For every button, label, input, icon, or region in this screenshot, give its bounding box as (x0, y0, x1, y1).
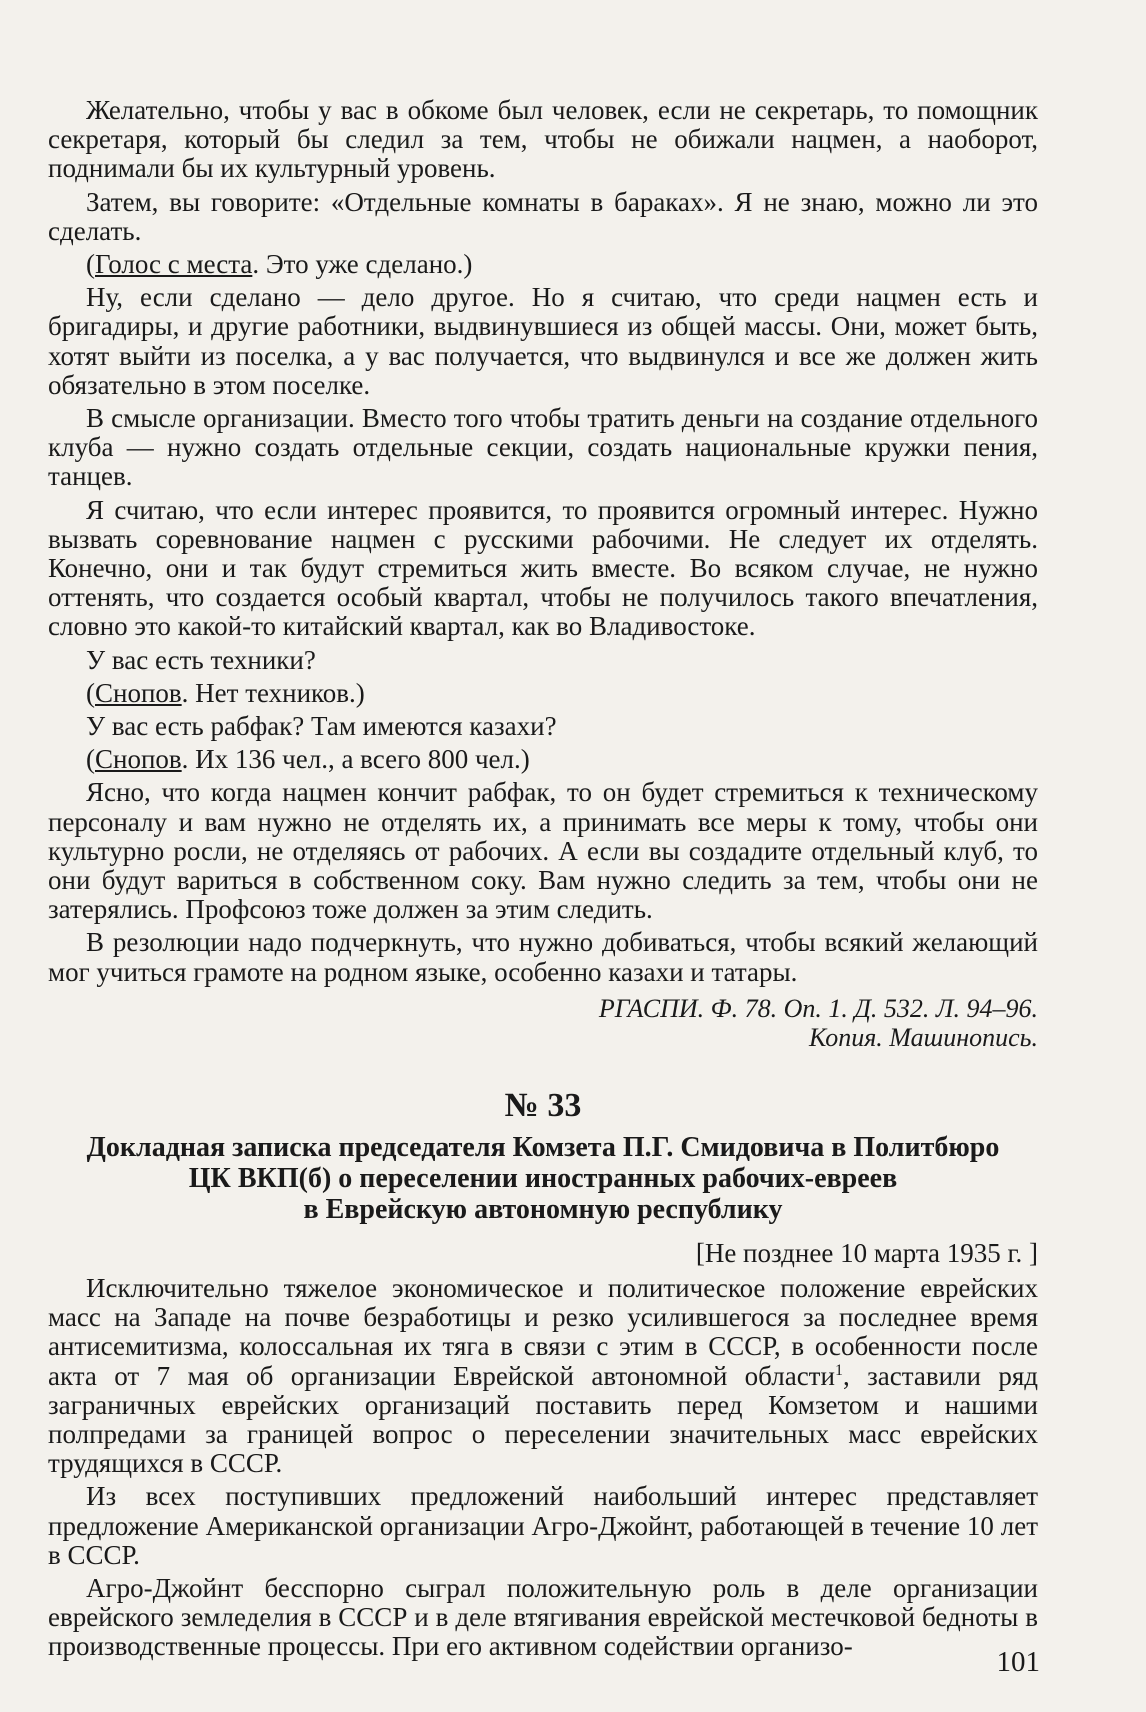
interjection-text: . Это уже сделано.) (252, 249, 473, 280)
interjection: (Снопов. Нет техников.) (86, 677, 365, 708)
title-line: ЦК ВКП(б) о переселении иностранных рабочих-евреев (188, 1162, 898, 1194)
document-date: [Не позднее 10 марта 1935 г. ] (695, 1237, 1038, 1268)
paragraph (48, 1274, 1038, 1478)
paragraph: У вас есть рабфак? Там имеются казахи? (86, 711, 557, 742)
page-content (48, 96, 1038, 1666)
paragraph: В смысле организации. Вместо того чтобы тратить деньги на создание отдельного клуба — нужно создать отдельные секции, создать национальные кружки пения, танцев. (48, 403, 1038, 492)
footnote-ref: 1 (834, 1361, 843, 1379)
paragraph: В резолюции надо подчеркнуть, что нужно добиваться, чтобы всякий желающий мог учиться грамоте на родном языке, особенно казахи и татары. (48, 927, 1038, 987)
paragraph: Желательно, чтобы у вас в обкоме был человек, если не секретарь, то помощник секретаря, который бы следил за тем, чтобы не обижали нацмен, а наоборот, поднимали бы их культурный уровень. (48, 95, 1038, 184)
paragraph: Ну, если сделано — дело другое. Но я считаю, что среди нацмен есть и бригадиры, и другие работники, выдвинувшиеся из общей массы. Они, может быть, хотят выйти из поселка, а у вас получается, что выдвинулся и все же должен жить обязательно в этом поселке. (48, 282, 1038, 400)
document-number: № 33 (504, 1086, 582, 1124)
paragraph: Ясно, что когда нацмен кончит рабфак, то он будет стремиться к техническому персоналу и вам нужно не отделять их, а принимать все меры к тому, чтобы они культурно росли, не отделяясь от рабочих. А если вы создадите отдельный клуб, то они будут вариться в собственном соку. Вам нужно следить за тем, чтобы они не затерялись. Профсоюз тоже должен за этим следить. (48, 777, 1038, 925)
interjection: (Голос с места. Это уже сделано.) (86, 249, 473, 280)
copy-note: Копия. Машинопись. (808, 1022, 1038, 1052)
interjection: (Снопов. Их 136 чел., а всего 800 чел.) (86, 744, 530, 775)
archive-source (48, 994, 1038, 1052)
speaker-name: Голос с места (95, 249, 253, 280)
document-title (48, 1132, 1038, 1225)
paragraph: Агро-Джойнт бесспорно сыграл положительную роль в деле организации еврейского земледелия в СССР и в деле втягивания еврейской местечковой бедноты в производственные процессы. При его активном содействии организо- (48, 1572, 1038, 1662)
title-line: Докладная записка председателя Комзета П.Г. Смидовича в Политбюро (86, 1131, 1000, 1163)
paragraph: Затем, вы говорите: «Отдельные комнаты в бараках». Я не знаю, можно ли это сделать. (48, 186, 1038, 246)
paragraph-text: , заставили ряд заграничных еврейских организаций поставить перед Комзетом и нашими полпредами за границей вопрос о переселении значительных масс еврейских трудящихся в СССР. (48, 1360, 1038, 1479)
paragraph-text: Исключительно тяжелое экономическое и политическое положение еврейских масс на Западе на почве безработицы и резко усилившегося за последнее время антисемитизма, колоссальная их тяга в связи с этим в СССР, в особенности после акта от 7 мая об организации Еврейской автономной области (48, 1272, 1038, 1391)
archive-reference: РГАСПИ. Ф. 78. Оп. 1. Д. 532. Л. 94–96. (598, 993, 1038, 1023)
paragraph: Я считаю, что если интерес проявится, то проявится огромный интерес. Нужно вызвать соревнование нацмен с русскими рабочими. Не следует их отделять. Конечно, они и так будут стремиться жить вместе. Во всяком случае, не нужно оттенять, что создается особый квартал, чтобы не получилось такого впечатления, словно это какой-то китайский квартал, как во Владивостоке. (48, 494, 1038, 642)
page-number: 101 (996, 1646, 1040, 1678)
paragraph: У вас есть техники? (86, 644, 316, 675)
interjection-text: . Их 136 чел., а всего 800 чел.) (181, 744, 530, 775)
speaker-name: Снопов (95, 744, 182, 775)
title-line: в Еврейскую автономную республику (303, 1193, 783, 1225)
paragraph: Из всех поступивших предложений наибольший интерес представляет предложение Американской организации Агро-Джойнт, работающей в течение 10 лет в СССР. (48, 1481, 1038, 1570)
speaker-name: Снопов (95, 677, 182, 708)
interjection-text: . Нет техников.) (181, 677, 365, 708)
